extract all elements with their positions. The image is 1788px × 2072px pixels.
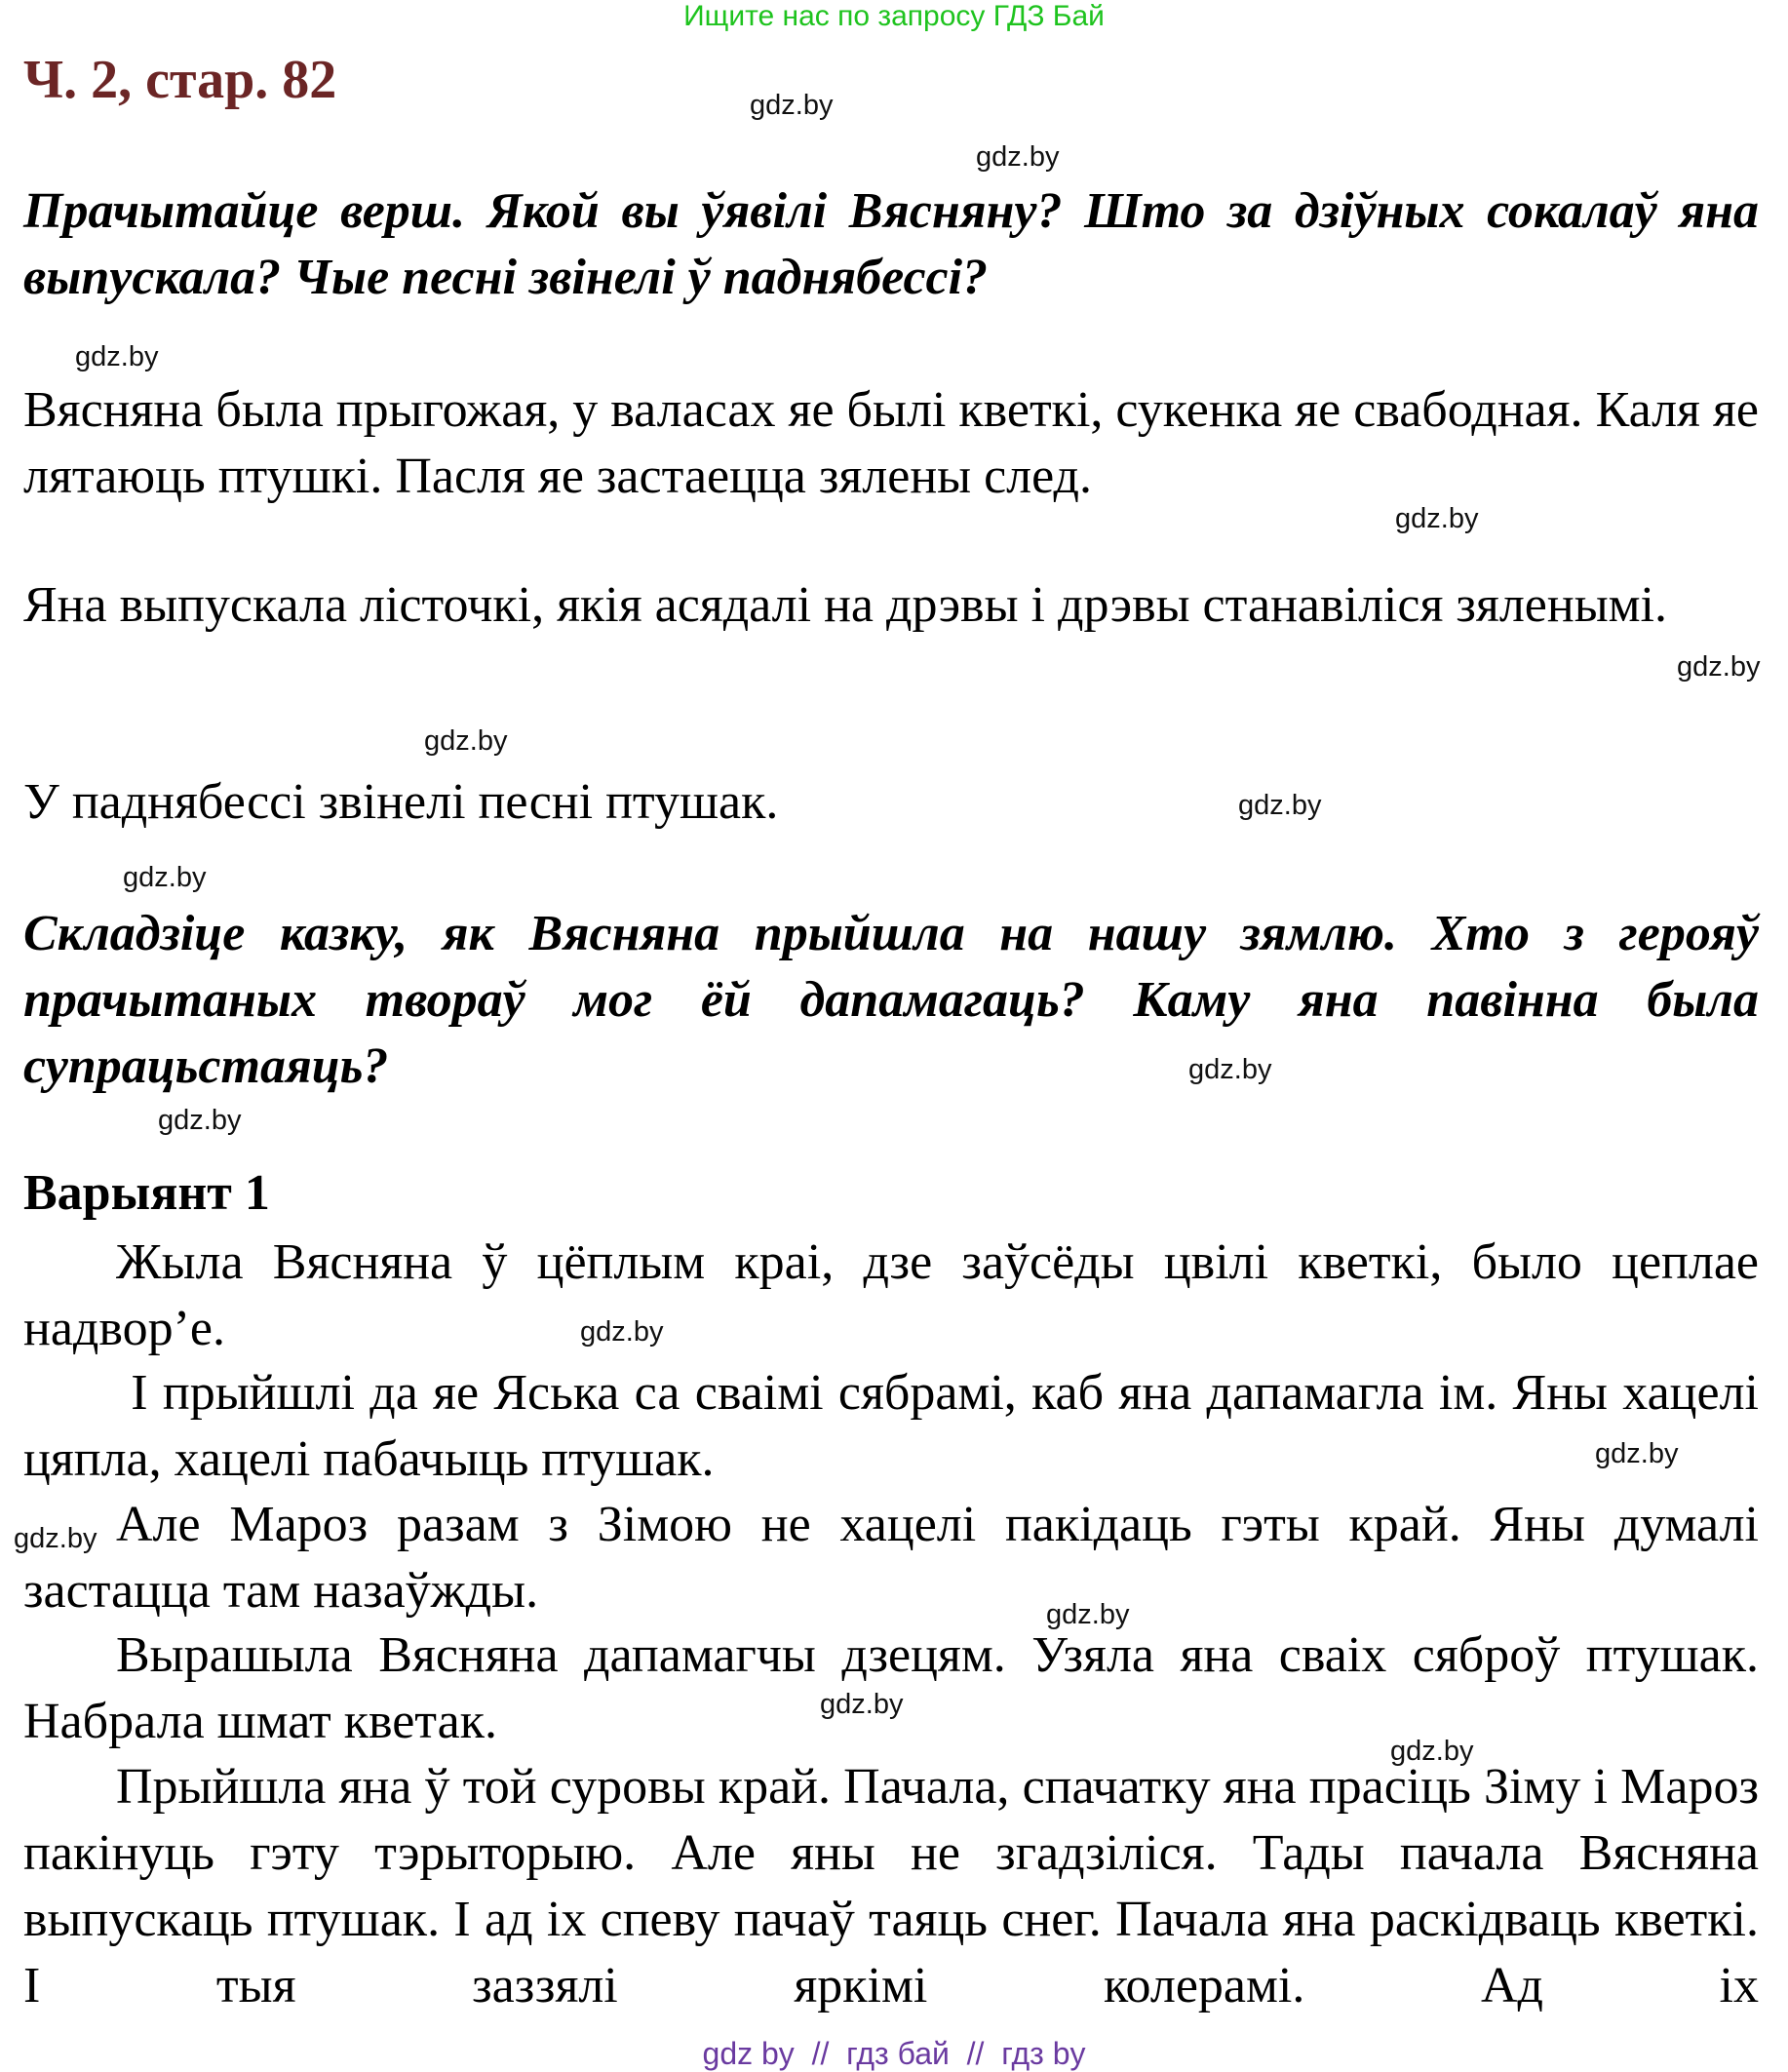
watermark: gdz.by (750, 90, 834, 121)
search-banner: Ищите нас по запросу ГДЗ Бай (683, 0, 1105, 32)
watermark: gdz.by (14, 1523, 97, 1554)
story-paragraph: Але Мароз разам з Зімою не хацелі пакідаць гэты край. Яны думалі застацца там назаўжды. (23, 1497, 1759, 1619)
answer-2: Яна выпускала лісточкі, якія асядалі на дрэвы і дрэвы станавіліся зяленымі. (23, 577, 1667, 633)
story-paragraph: Жыла Вясняна ў цёплым краі, дзе заўсёды цвілі кветкі, было цеплае надвор’е. (23, 1234, 1759, 1356)
answer-3: У паднябессі звінелі песні птушак. (23, 774, 779, 830)
watermark: gdz.by (1188, 1054, 1272, 1085)
watermark: gdz.by (1595, 1438, 1679, 1469)
story-paragraph: Вырашыла Вясняна дапамагчы дзецям. Узяла яна сваіх сяброў птушак. Набрала шмат кветак. (23, 1627, 1759, 1749)
watermark: gdz.by (820, 1689, 904, 1720)
question-1: Прачытайце верш. Якой вы ўявілі Вясняну? Што за дзіўных сокалаў яна выпускала? Чые песні звінелі ў паднябессі? (23, 183, 1759, 305)
watermark: gdz.by (976, 141, 1060, 173)
question-2: Складзіце казку, як Вясняна прыйшла на нашу зямлю. Хто з герояў прачытаных твораў мог ёй дапамагаць? Каму яна павінна была супрацьстаяць? (23, 906, 1759, 1094)
watermark: gdz.by (424, 725, 508, 757)
answer-1: Вясняна была прыгожая, у валасах яе былі кветкі, сукенка яе свабодная. Каля яе лятаюць птушкі. Пасля яе застаецца зялены след. (23, 382, 1759, 504)
watermark: gdz.by (580, 1316, 664, 1348)
watermark: gdz.by (1395, 503, 1479, 534)
watermark: gdz.by (1046, 1599, 1130, 1630)
watermark: gdz.by (75, 341, 159, 372)
story-paragraph: Прыйшла яна ў той суровы край. Пачала, спачатку яна прасіць Зіму і Мароз пакінуць гэту тэрыторыю. Але яны не згадзіліся. Тады пачала Вясняна выпускаць птушак. І ад іх спеву пачаў таяць снег. Пачала яна раскідваць кветкі. І тыя заззялі яркімі колерамі. Ад іх (23, 1759, 1759, 2013)
page-title: Ч. 2, стар. 82 (23, 50, 337, 110)
footer-links: gdz by // гдз бай // гдз by (702, 2036, 1086, 2071)
watermark: gdz.by (1390, 1736, 1474, 1767)
story-paragraph: І прыйшлі да яе Яська са сваімі сябрамі, каб яна дапамагла ім. Яны хацелі цяпла, хацелі пабачыць птушак. (23, 1365, 1771, 1487)
watermark: gdz.by (1238, 790, 1322, 821)
watermark: gdz.by (1677, 651, 1761, 683)
watermark: gdz.by (158, 1105, 242, 1136)
watermark: gdz.by (123, 862, 207, 893)
variant-heading: Варыянт 1 (23, 1165, 270, 1221)
